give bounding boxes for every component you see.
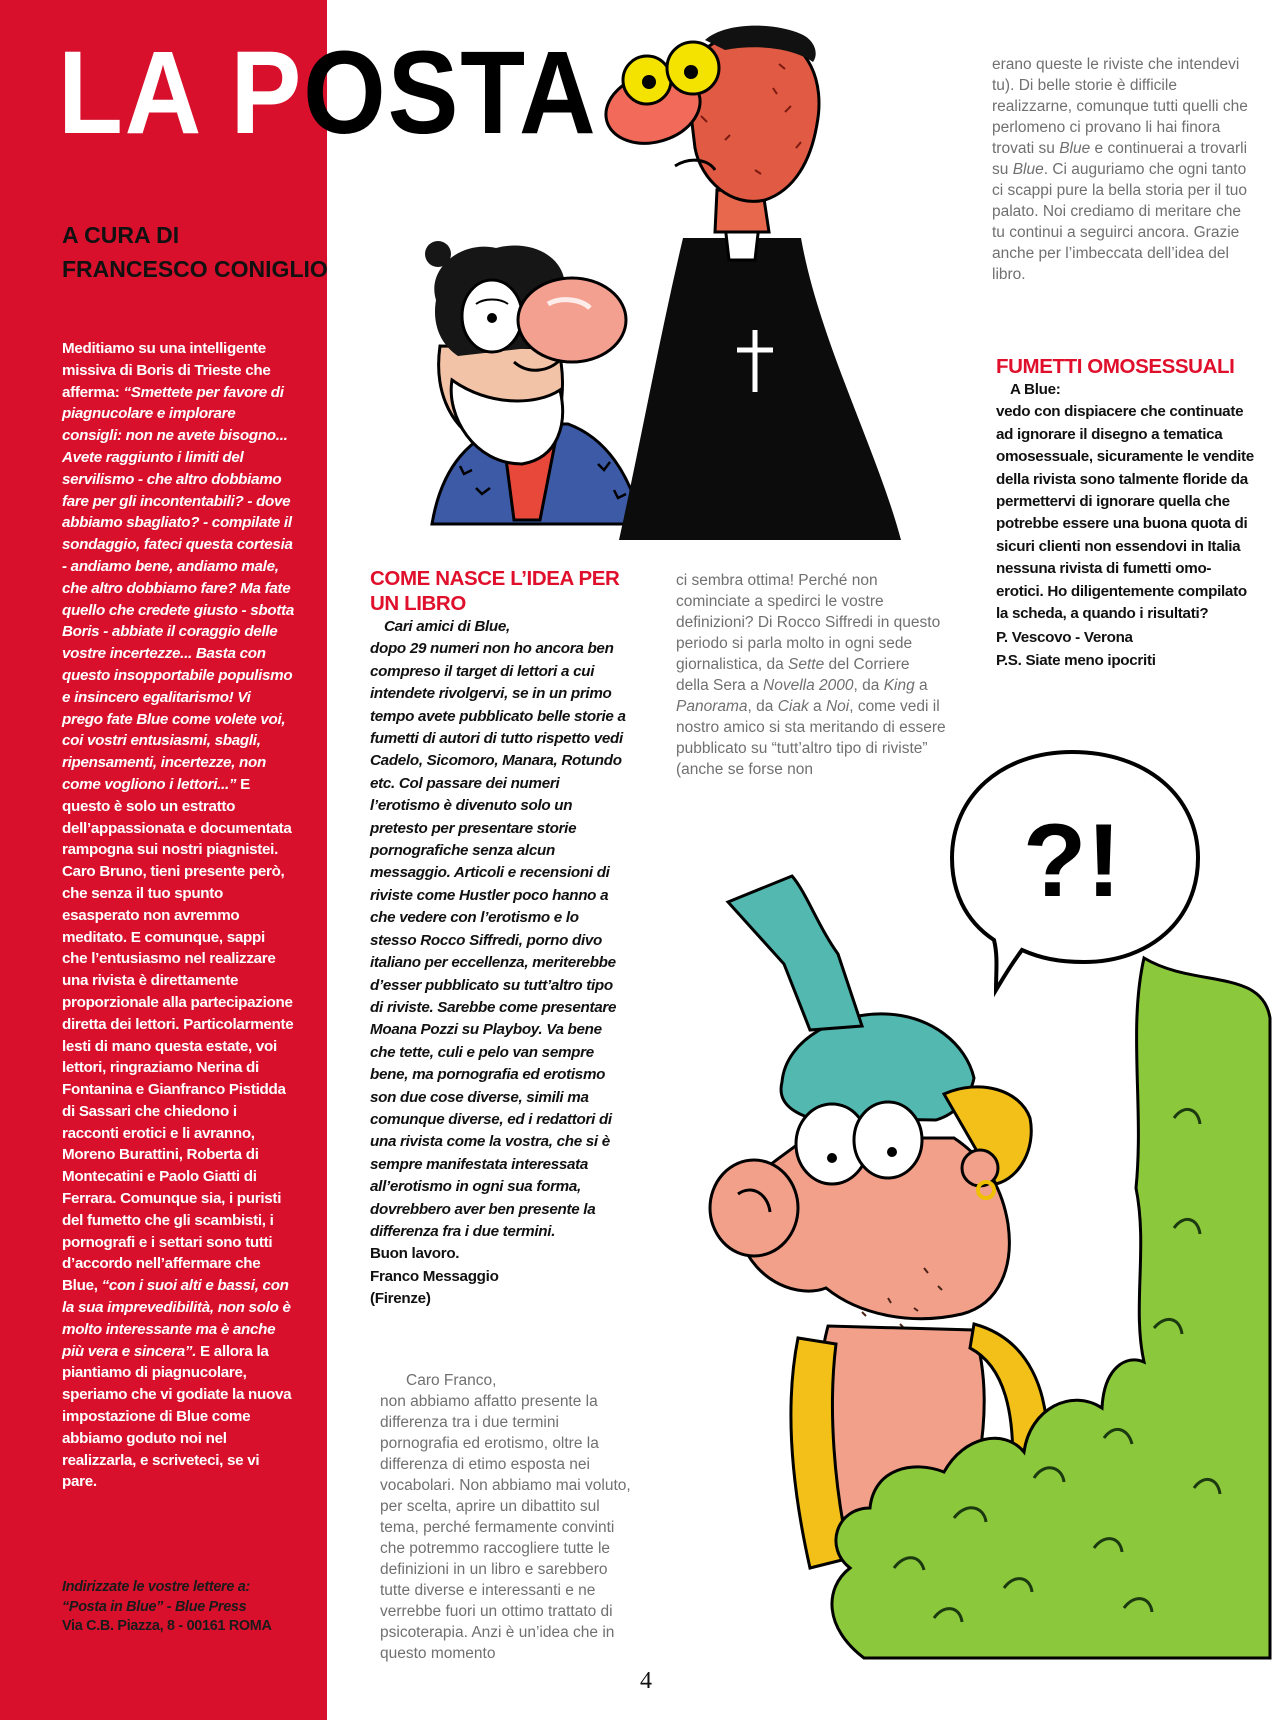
page-title-black: OSTA — [303, 27, 598, 159]
letter-1-heading: COME NASCE L’IDEA PER UN LIBRO — [370, 567, 620, 615]
letter-2-ps: P.S. Siate meno ipocriti — [996, 651, 1156, 669]
reply-1-right-c: . Ci auguriamo che ogni tanto ci scappi pure la bella storia per il tuo palato. Noi crediamo di meritare che tu continui a seguirci ancora. Grazie anche per l’imbeccata dell’idea del libro. — [992, 161, 1248, 283]
letter-2-text: vedo con dispiacere che continuate ad ignorare il disegno a tematica omosessuale, sicuramente le vendite della rivista sono talmente floride da permettervi di ignorare quella che potrebbe essere una buona quota di sicuri clienti non essendovi in Italia nessuna rivista di fumetti omo-erotici. Ho diligentemente compilato la scheda, a quando i risultati? — [996, 403, 1254, 623]
curator-line-2: FRANCESCO CONIGLIO — [62, 256, 328, 282]
letter-1-city: (Firenze) — [370, 1290, 431, 1308]
reply-1-body: non abbiamo affatto presente la differenza tra i due termini pornografia ed erotismo, oltre la differenza di etimo esposta nei vocabolari. Non abbiamo mai voluto, per scelta, aprire un dibattito sul tema, perché fermamente convinti che potremmo raccogliere tutte le definizioni in un libro e sarebbero tutte diverse e interessanti e ne verrebbe fuori un ottimo trattato di psicoterapia. Anzi è un’idea che in questo momento — [380, 1393, 631, 1662]
curator-credit — [62, 218, 328, 286]
reply-1-magazine-sette: Sette — [788, 656, 825, 673]
man-in-bush-illustration — [674, 868, 1270, 1658]
intro-text-1: Meditiamo su una intelligente missiva di Boris di Trieste che afferma: — [62, 340, 271, 401]
reply-1-part-b — [676, 570, 946, 780]
reply-1-right-b: e continuerai a trovarli su — [992, 140, 1248, 178]
reply-1-cont-e: , da — [747, 698, 778, 715]
address-line-2 — [62, 1598, 312, 1618]
letter-1-closing: Buon lavoro. — [370, 1245, 460, 1263]
intro-editorial — [62, 338, 294, 1493]
reply-1-cont-g: , come vedi il nostro amico si sta meritando di essere pubblicato su “tutt’altro tipo di riviste” (anche se forse non — [676, 698, 946, 778]
reply-1-text-a — [380, 1370, 636, 1664]
intro-quote-1: “Smettete per favore di piagnucolare e implorare consigli: non ne avete bisogno... Avete raggiunto i limiti del servilismo - che altro dobbiamo fare per gli incontentabili? - dove abbiamo sbagliato? - compilate il sondaggio, fateci questa cortesia - andiamo bene, andiamo male, che altro dobbiamo fare? Ma fate quello che credete giusto - sbotta Boris - abbiate il coraggio delle vostre incertezze... Basta con questo insopportabile populismo e insincero egalitarismo! Vi prego fate Blue come volete voi, coi vostri entusiasmi, sbagli, ripensamenti, incertezze, non come vogliono i lettori...” — [62, 383, 294, 793]
letter-1-greeting: Cari amici di Blue, — [384, 618, 510, 635]
reply-1-cont-c: , da — [853, 677, 884, 694]
reply-1-part-c — [992, 54, 1254, 285]
letter-2-heading: FUMETTI OMOSESSUALI — [996, 355, 1235, 378]
page-title-white: LA P — [58, 27, 304, 159]
reply-1-greeting: Caro Franco, — [406, 1372, 497, 1389]
reply-1-magazine-ciak: Ciak — [777, 698, 809, 715]
intro-text-3: E allora la piantiamo di piagnucolare, speriamo che vi godiate la nuova impostazione di Blue come abbiamo goduto noi nel realizzarla, e scriveteci, se vi pare. — [62, 1342, 292, 1491]
intro-text-2: E questo è solo un estratto dell’appassionata e documentata rampogna sui nostri piagnistei. Caro Bruno, tieni presente però, che senza il tuo spunto esasperato non avremmo meditato. E comunque, sappi che l’entusiasmo nel realizzare una rivista è direttamente proporzionale alla partecipazione diretta dei lettori. Particolarmente lesti di mano questa estate, voi lettori, ringraziamo Nerina di Fontanina e Gianfranco Pistidda di Sassari che chiedono i racconti erotici e li avranno, Moreno Burattini, Roberta di Montecatini e Paolo Giatti di Ferrara. Comunque sia, i puristi del fumetto che gli scambisti, i pornografi e i settari sono tutti d’accordo nell’affermare che Blue, — [62, 775, 294, 1295]
page-title — [58, 27, 598, 159]
letter-2-greeting: A Blue: — [1010, 381, 1061, 398]
intro-quote-2: “con i suoi alti e bassi, con la sua imprevedibilità, non solo è molto interessante ma è anche più vera e sincera”. — [62, 1277, 291, 1360]
reply-1-magazine-panorama: Panorama — [676, 698, 748, 715]
letter-1-body — [370, 616, 626, 1311]
page-number: 4 — [640, 1668, 652, 1694]
mail-address — [62, 1578, 312, 1637]
letter-idea-libro — [370, 566, 626, 1311]
letter-2-body — [996, 379, 1258, 672]
reply-1-cont-a: ci sembra ottima! Perché non cominciate a spedirci le vostre definizioni? Di Rocco Siffredi in questo periodo si parla molto in ogni sede giornalistica, da — [676, 572, 941, 673]
reply-1-text-c — [992, 54, 1254, 285]
letter-fumetti-omosessuali — [996, 354, 1258, 672]
reply-1-blue-1: Blue — [1059, 140, 1091, 157]
reply-1-blue-2: Blue — [1012, 161, 1044, 178]
reply-1-right-a: erano queste le riviste che intendevi tu). Di belle storie è difficile realizzarne, comunque tutti quelli che perlomeno ci provano li hai finora trovati su — [992, 56, 1248, 157]
reply-1-cont-f: a — [808, 698, 826, 715]
address-line-1: Indirizzate le vostre lettere a: — [62, 1579, 250, 1595]
reply-1-cont-b: del Corriere della Sera a — [676, 656, 910, 694]
reply-1-cont-d: a — [914, 677, 928, 694]
priest-illustration — [605, 20, 905, 540]
reply-1-magazine-king: King — [883, 677, 915, 694]
reply-1-part-a — [380, 1370, 636, 1664]
address-column-name: “Posta in Blue” — [62, 1598, 164, 1615]
letter-1-text: dopo 29 numeri non ho ancora ben compreso il target di lettori a cui intendete rivolgervi, se in un primo tempo avete pubblicato belle storie a fumetti di autori di tutto rispetto vedi Cadelo, Sicomoro, Manara, Rotundo etc. Col passare dei numeri l’erotismo è divenuto solo un pretesto per presentare storie pornografiche senza alcun messaggio. Articoli e recensioni di riviste come Hustler poco hanno a che vedere con l’erotismo e lo stesso Rocco Siffredi, porno divo italiano per eccellenza, meriterebbe d’esser pubblicato su tutt’altro tipo di riviste. Sarebbe come presentare Moana Pozzi su Playboy. Va bene che tette, culi e pelo van sempre bene, ma pornografia ed erotismo son due cose diverse, simili ma comunque diverse, ed i redattori di una rivista come la vostra, che si è sempre manifestata interessata all’erotismo in ogni sua forma, dovrebbero aver ben presente la differenza fra i due termini. — [370, 640, 626, 1240]
address-publisher: - Blue Press — [163, 1598, 247, 1615]
reply-1-text-b — [676, 570, 946, 780]
address-line-3: Via C.B. Piazza, 8 - 00161 ROMA — [62, 1618, 272, 1634]
speech-bubble-text: ?! — [1022, 803, 1122, 919]
reply-1-magazine-novella: Novella 2000 — [763, 677, 854, 694]
letter-2-signature: P. Vescovo - Verona — [996, 629, 1133, 647]
reply-1-magazine-noi: Noi — [825, 698, 850, 715]
curator-line-1: A CURA DI — [62, 222, 180, 248]
letter-1-signature: Franco Messaggio — [370, 1267, 499, 1285]
